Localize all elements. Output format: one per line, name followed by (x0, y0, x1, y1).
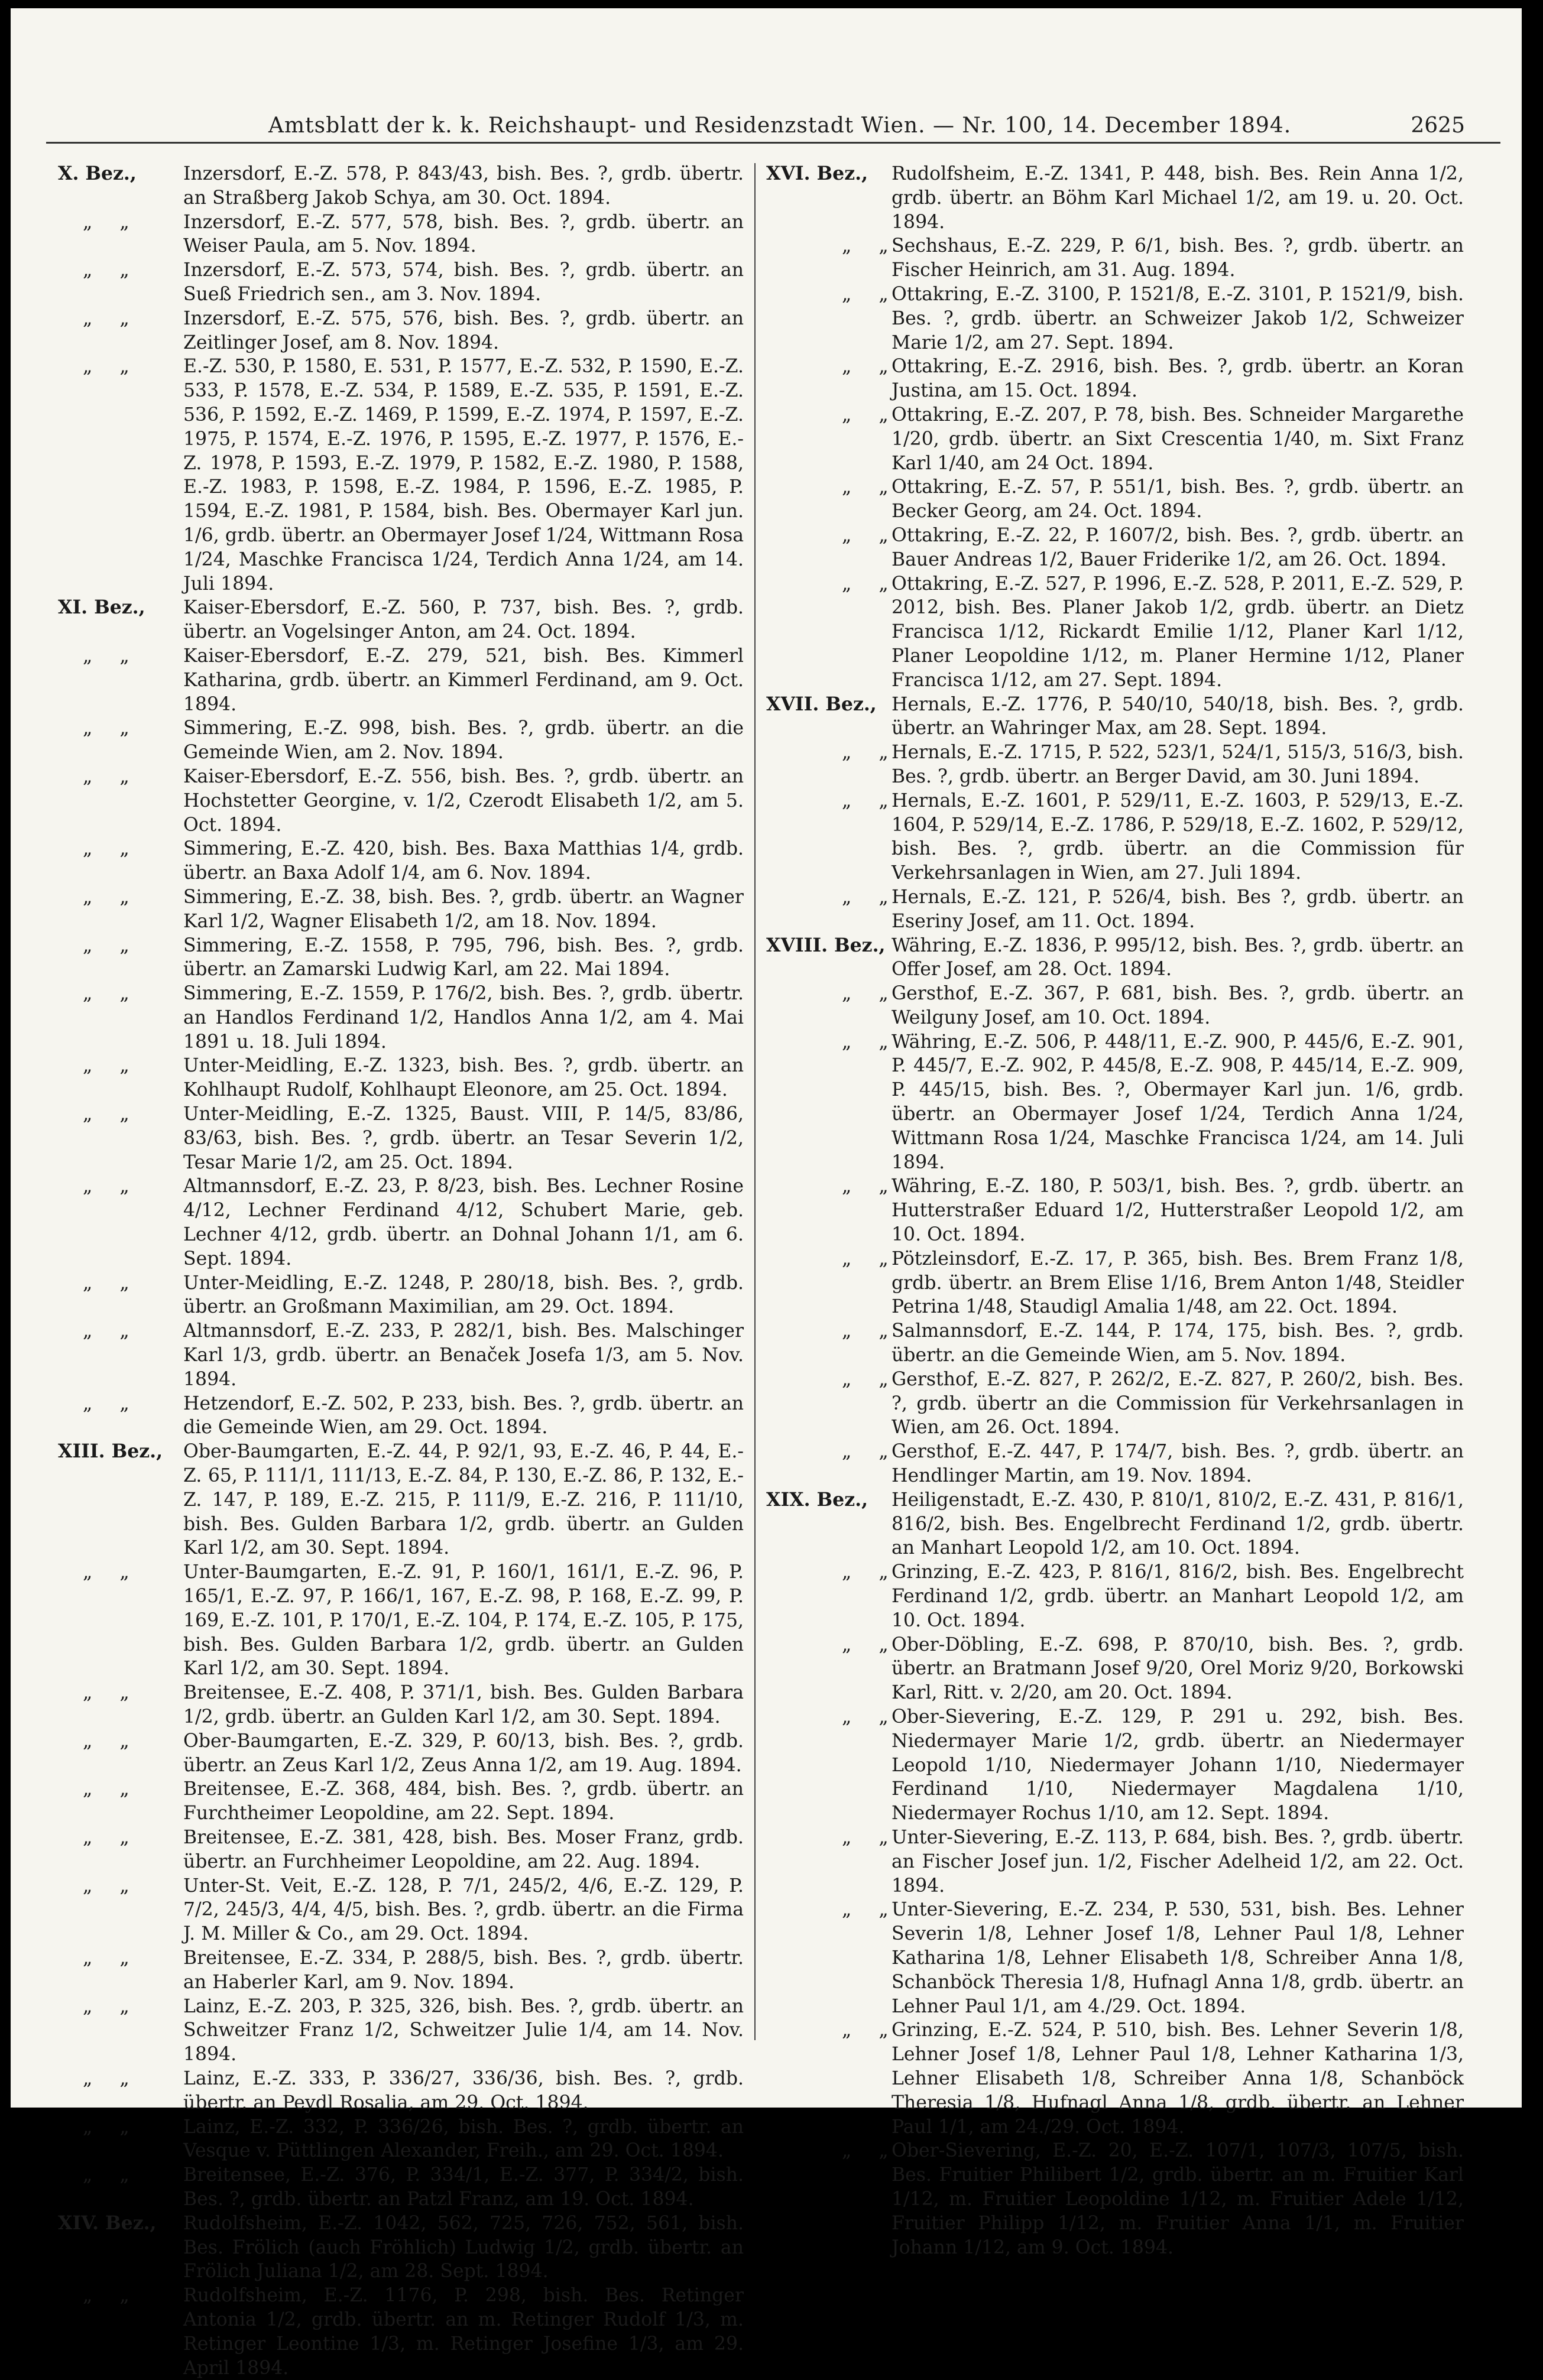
register-entry (766, 1826, 1464, 1898)
entry-text: Hetzendorf, E.-Z. 502, P. 233, bish. Bes. ?, grdb. übertr. an die Gemeinde Wien, am 29. Oct. 1894. (183, 1392, 744, 1439)
entry-text: Heiligenstadt, E.-Z. 430, P. 810/1, 810/2, E.-Z. 431, P. 816/1, 816/2, bish. Bes. Engelbrecht Ferdinand 1/2, grdb. übertr. an Manhart Leopold 1/2, am 10. Oct. 1894. (892, 1489, 1464, 1559)
register-entry (58, 1271, 744, 1320)
register-entry (58, 1874, 744, 1946)
header-rule (46, 142, 1500, 144)
ditto-mark: „ „ (83, 211, 140, 233)
entry-text: Inzersdorf, E.-Z. 575, 576, bish. Bes. ?, grdb. übertr. an Zeitlinger Josef, am 8. Nov. 1894. (183, 307, 744, 353)
ditto-mark: „ „ (842, 1706, 899, 1728)
entry-text: Sechshaus, E.-Z. 229, P. 6/1, bish. Bes. ?, grdb. übertr. an Fischer Heinrich, am 31. Aug. 1894. (892, 235, 1464, 281)
register-entry (766, 1174, 1464, 1246)
register-entry (766, 524, 1464, 572)
register-entry (766, 1319, 1464, 1368)
entry-text: Altmannsdorf, E.-Z. 23, P. 8/23, bish. Bes. Lechner Rosine 4/12, Lechner Ferdinand 4/12, Schubert Marie, geb. Lechner 4/12, grdb. übertr. an Dohnal Johann 1/1, am 6. Sept. 1894. (183, 1176, 744, 1269)
ditto-mark: „ „ (83, 934, 140, 956)
entry-text: Simmering, E.-Z. 38, bish. Bes. ?, grdb. übertr. an Wagner Karl 1/2, Wagner Elisabeth 1/2, am 18. Nov. 1894. (183, 886, 744, 932)
ditto-mark: „ „ (83, 356, 140, 378)
register-entry (58, 716, 744, 765)
district-label: XVII. Bez., (766, 693, 877, 715)
entry-text: Breitensee, E.-Z. 408, P. 371/1, bish. Bes. Gulden Barbara 1/2, grdb. übertr. an Gulden Karl 1/2, am 30. Sept. 1894. (183, 1682, 744, 1728)
register-entry (58, 1174, 744, 1271)
ditto-mark: „ „ (842, 742, 899, 764)
entry-text: Währing, E.-Z. 180, P. 503/1, bish. Bes. ?, grdb. übertr. an Hutterstraßer Eduard 1/2, Hutterstraßer Leopold 1/2, am 10. Oct. 1894. (892, 1176, 1464, 1246)
entry-text: Unter-Sievering, E.-Z. 113, P. 684, bish. Bes. ?, grdb. übertr. an Fischer Josef jun. 1/2, Fischer Adelheid 1/2, am 22. Oct. 1894. (892, 1826, 1464, 1897)
entry-text: Breitensee, E.-Z. 368, 484, bish. Bes. ?, grdb. übertr. an Furchtheimer Leopoldine, am 22. Sept. 1894. (183, 1778, 744, 1824)
ditto-mark: „ „ (842, 1176, 899, 1197)
register-entry (58, 2067, 744, 2115)
register-entry (58, 2212, 744, 2284)
entry-text: Gersthof, E.-Z. 367, P. 681, bish. Bes. ?, grdb. übertr. an Weilguny Josef, am 10. Oct. 1894. (892, 983, 1464, 1028)
ditto-mark: „ „ (842, 1899, 899, 1921)
register-entry (766, 572, 1464, 693)
register-entry (58, 162, 744, 210)
entry-text: Rudolfsheim, E.-Z. 1341, P. 448, bish. Bes. Rein Anna 1/2, grdb. übertr. an Böhm Karl Michael 1/2, am 19. u. 20. Oct. 1894. (892, 163, 1464, 233)
entry-text: Breitensee, E.-Z. 334, P. 288/5, bish. Bes. ?, grdb. übertr. an Haberler Karl, am 9. Nov. 1894. (183, 1947, 744, 1993)
entry-text: Kaiser-Ebersdorf, E.-Z. 556, bish. Bes. ?, grdb. übertr. an Hochstetter Georgine, v. 1/2, Czerodt Elisabeth 1/2, am 5. Oct. 1894. (183, 765, 744, 836)
ditto-mark: „ „ (83, 1682, 140, 1704)
ditto-mark: „ „ (83, 1272, 140, 1294)
entry-text: Währing, E.-Z. 1836, P. 995/12, bish. Bes. ?, grdb. übertr. an Offer Josef, am 28. Oct. 1894. (892, 934, 1464, 980)
entry-text: Simmering, E.-Z. 1558, P. 795, 796, bish. Bes. ?, grdb. übertr. an Zamarski Ludwig Karl, am 22. Mai 1894. (183, 934, 744, 980)
register-entry (766, 1898, 1464, 2018)
district-label: XIX. Bez., (766, 1488, 868, 1511)
register-entry (766, 1488, 1464, 1560)
ditto-mark: „ „ (83, 1561, 140, 1583)
entry-text: Ober-Sievering, E.-Z. 20, E.-Z. 107/1, 107/3, 107/5, bish. Bes. Fruitier Philibert 1/2, grdb. übertr. an m. Fruitier Karl 1/12, m. Fruitier Leopoldine 1/12, m. Fruitier Adele 1/12, Fruitier Philipp 1/12, m. Fruitier Anna 1/1, m. Fruitier Johann 1/12, am 9. Oct. 1894. (892, 2140, 1464, 2258)
ditto-mark: „ „ (83, 2285, 140, 2307)
ditto-mark: „ „ (83, 886, 140, 908)
register-entry (58, 1729, 744, 1778)
ditto-mark: „ „ (83, 2116, 140, 2138)
ditto-mark: „ „ (83, 1995, 140, 2017)
page-number: 2625 (1411, 113, 1465, 138)
register-entry (766, 403, 1464, 475)
entry-text: Kaiser-Ebersdorf, E.-Z. 279, 521, bish. Bes. Kimmerl Katharina, grdb. übertr. an Kimmerl Ferdinand, am 9. Oct. 1894. (183, 645, 744, 715)
ditto-mark: „ „ (842, 1248, 899, 1269)
entry-text: Unter-Baumgarten, E.-Z. 91, P. 160/1, 161/1, E.-Z. 96, P. 165/1, E.-Z. 97, P. 166/1, 167, E.-Z. 98, P. 168, E.-Z. 99, P. 169, E.-Z. 101, P. 170/1, E.-Z. 104, P. 174, E.-Z. 105, P. 175, bish. Bes. Gulden Barbara 1/2, grdb. übertr. an Gulden Karl 1/2, am 30. Sept. 1894. (183, 1561, 744, 1680)
ditto-mark: „ „ (83, 259, 140, 281)
register-entry (58, 2115, 744, 2164)
register-entry (766, 355, 1464, 403)
entry-text: Ottakring, E.-Z. 2916, bish. Bes. ?, grdb. übertr. an Koran Justina, am 15. Oct. 1894. (892, 356, 1464, 402)
register-entry (766, 693, 1464, 741)
ditto-mark: „ „ (83, 1875, 140, 1897)
entry-text: Breitensee, E.-Z. 381, 428, bish. Bes. Moser Franz, grdb. übertr. an Furchheimer Leopoldine, am 22. Aug. 1894. (183, 1826, 744, 1872)
header-title: Amtsblatt der k. k. Reichshaupt- und Residenzstadt Wien. — Nr. 100, 14. December 1894. (268, 113, 1292, 138)
register-entry (58, 1946, 744, 1995)
district-label: XVIII. Bez., (766, 934, 886, 956)
register-entry (58, 1995, 744, 2067)
register-entry (766, 2018, 1464, 2139)
entry-text: Grinzing, E.-Z. 423, P. 816/1, 816/2, bish. Bes. Engelbrecht Ferdinand 1/2, grdb. übertr. an Manhart Leopold 1/2, am 10. Oct. 1894. (892, 1561, 1464, 1631)
ditto-mark: „ „ (842, 1368, 899, 1390)
entry-text: Ottakring, E.-Z. 57, P. 551/1, bish. Bes. ?, grdb. übertr. an Becker Georg, am 24. Oct. 1894. (892, 476, 1464, 522)
entry-text: Unter-Meidling, E.-Z. 1248, P. 280/18, bish. Bes. ?, grdb. übertr. an Großmann Maximilian, am 29. Oct. 1894. (183, 1272, 744, 1318)
entry-text: Unter-Sievering, E.-Z. 234, P. 530, 531, bish. Bes. Lehner Severin 1/8, Lehner Josef 1/8, Lehner Paul 1/8, Lehner Katharina 1/8, Lehner Elisabeth 1/8, Schreiber Anna 1/8, Schanböck Theresia 1/8, Hufnagl Anna 1/8, grdb. übertr. an Lehner Paul 1/1, am 4./29. Oct. 1894. (892, 1899, 1464, 2017)
register-entry (58, 1826, 744, 1874)
page-header (11, 113, 1522, 149)
register-entry (58, 596, 744, 644)
register-entry (766, 1247, 1464, 1319)
ditto-mark: „ „ (842, 886, 899, 908)
entry-text: Ottakring, E.-Z. 3100, P. 1521/8, E.-Z. 3101, P. 1521/9, bish. Bes. ?, grdb. übertr. an Schweizer Jakob 1/2, Schweizer Marie 1/2, am 27. Sept. 1894. (892, 283, 1464, 353)
ditto-mark: „ „ (83, 717, 140, 739)
register-entry (58, 1560, 744, 1681)
ditto-mark: „ „ (842, 356, 899, 378)
register-entry (58, 355, 744, 596)
register-entry (766, 1440, 1464, 1488)
register-entry (766, 1633, 1464, 1705)
register-entry (58, 307, 744, 355)
entry-text: Simmering, E.-Z. 1559, P. 176/2, bish. Bes. ?, grdb. übertr. an Handlos Ferdinand 1/2, Handlos Anna 1/2, am 4. Mai 1891 u. 18. Juli 1894. (183, 983, 744, 1053)
entry-text: Hernals, E.-Z. 1601, P. 529/11, E.-Z. 1603, P. 529/13, E.-Z. 1604, P. 529/14, E.-Z. 1786, P. 529/18, E.-Z. 1602, P. 529/12, bish. Bes. ?, grdb. übertr. an die Commission für Verkehrsanlagen in Wien, am 27. Juli 1894. (892, 790, 1464, 884)
district-label: XI. Bez., (58, 596, 145, 619)
entry-text: Grinzing, E.-Z. 524, P. 510, bish. Bes. Lehner Severin 1/8, Lehner Josef 1/8, Lehner Paul 1/8, Lehner Katharina 1/3, Lehner Elisabeth 1/8, Schreiber Anna 1/8, Schanböck Theresia 1/8, Hufnagl Anna 1/8, grdb. übertr. an Lehner Paul 1/1, am 24./29. Oct. 1894. (892, 2019, 1464, 2138)
district-label: XVI. Bez., (766, 163, 868, 184)
ditto-mark: „ „ (842, 524, 899, 546)
ditto-mark: „ „ (842, 1826, 899, 1848)
entry-text: Simmering, E.-Z. 998, bish. Bes. ?, grdb. übertr. an die Gemeinde Wien, am 2. Nov. 1894. (183, 717, 744, 764)
register-entry (766, 1705, 1464, 1826)
register-entry (766, 1030, 1464, 1175)
entry-text: Simmering, E.-Z. 420, bish. Bes. Baxa Matthias 1/4, grdb. übertr. an Baxa Adolf 1/4, am 6. Nov. 1894. (183, 838, 744, 884)
register-entry (58, 1054, 744, 1102)
entry-text: Unter-Meidling, E.-Z. 1325, Baust. VIII, P. 14/5, 83/86, 83/63, bish. Bes. ?, grdb. übertr. an Tesar Severin 1/2, Tesar Marie 1/2, am 25. Oct. 1894. (183, 1103, 744, 1173)
ditto-mark: „ „ (842, 404, 899, 426)
entry-text: E.-Z. 530, P. 1580, E. 531, P. 1577, E.-Z. 532, P. 1590, E.-Z. 533, P. 1578, E.-Z. 534, P. 1589, E.-Z. 535, P. 1591, E.-Z. 536, P. 1592, E.-Z. 1469, P. 1599, E.-Z. 1974, P. 1597, E.-Z. 1975, P. 1574, E.-Z. 1976, P. 1595, E.-Z. 1977, P. 1576, E.-Z. 1978, P. 1593, E.-Z. 1979, P. 1582, E.-Z. 1980, P. 1588, E.-Z. 1983, P. 1598, E.-Z. 1984, P. 1596, E.-Z. 1985, P. 1594, E.-Z. 1981, P. 1584, bish. Bes. Obermayer Karl jun. 1/6, grdb. übertr. an Obermayer Josef 1/24, Wittmann Rosa 1/24, Maschke Francisca 1/24, Terdich Anna 1/24, am 14. Juli 1894. (183, 356, 744, 595)
entry-text: Altmannsdorf, E.-Z. 233, P. 282/1, bish. Bes. Malschinger Karl 1/3, grdb. übertr. an Benaček Josefa 1/3, am 5. Nov. 1894. (183, 1320, 744, 1390)
entry-text: Ottakring, E.-Z. 22, P. 1607/2, bish. Bes. ?, grdb. übertr. an Bauer Andreas 1/2, Bauer Friderike 1/2, am 26. Oct. 1894. (892, 524, 1464, 570)
register-entry (766, 982, 1464, 1030)
entry-text: Unter-St. Veit, E.-Z. 128, P. 7/1, 245/2, 4/6, E.-Z. 129, P. 7/2, 245/3, 4/4, 4/5, bish. Bes. ?, grdb. übertr. an die Firma J. M. Miller & Co., am 29. Oct. 1894. (183, 1875, 744, 1945)
entry-text: Breitensee, E.-Z. 376, P. 334/1, E.-Z. 377, P. 334/2, bish. Bes. ?, grdb. übertr. an Patzl Franz, am 19. Oct. 1894. (183, 2164, 744, 2210)
entry-text: Inzersdorf, E.-Z. 573, 574, bish. Bes. ?, grdb. übertr. an Sueß Friedrich sen., am 3. Nov. 1894. (183, 259, 744, 305)
ditto-mark: „ „ (83, 765, 140, 787)
register-entry (58, 765, 744, 837)
entry-text: Unter-Meidling, E.-Z. 1323, bish. Bes. ?, grdb. übertr. an Kohlhaupt Rudolf, Kohlhaupt Eleonore, am 25. Oct. 1894. (183, 1055, 744, 1101)
register-entry (58, 644, 744, 716)
ditto-mark: „ „ (842, 983, 899, 1005)
register-entry (58, 1102, 744, 1174)
ditto-mark: „ „ (83, 1826, 140, 1848)
ditto-mark: „ „ (83, 1392, 140, 1414)
district-label: X. Bez., (58, 163, 137, 184)
ditto-mark: „ „ (83, 2067, 140, 2089)
document-page (11, 8, 1522, 2379)
ditto-mark: „ „ (842, 573, 899, 595)
entry-text: Inzersdorf, E.-Z. 577, 578, bish. Bes. ?, grdb. übertr. an Weiser Paula, am 5. Nov. 1894. (183, 211, 744, 257)
ditto-mark: „ „ (842, 1320, 899, 1342)
ditto-mark: „ „ (842, 476, 899, 498)
register-entry (766, 789, 1464, 885)
column-divider (754, 163, 756, 2040)
ditto-mark: „ „ (842, 790, 899, 811)
entry-text: Hernals, E.-Z. 121, P. 526/4, bish. Bes ?, grdb. übertr. an Eseriny Josef, am 11. Oct. 1894. (892, 886, 1464, 932)
entry-text: Kaiser-Ebersdorf, E.-Z. 560, P. 737, bish. Bes. ?, grdb. übertr. an Vogelsinger Anton, am 24. Oct. 1894. (183, 597, 744, 643)
register-entry (58, 1777, 744, 1826)
ditto-mark: „ „ (83, 307, 140, 329)
district-label: XIII. Bez., (58, 1440, 163, 1463)
entry-text: Rudolfsheim, E.-Z. 1176, P. 298, bish. Bes. Retinger Antonia 1/2, grdb. übertr. an m. Retinger Rudolf 1/3, m. Retinger Leontine 1/3, m. Retinger Josefine 1/3, am 29. April 1894. (183, 2285, 744, 2379)
ditto-mark: „ „ (83, 645, 140, 667)
ditto-mark: „ „ (83, 1055, 140, 1077)
ditto-mark: „ „ (83, 838, 140, 860)
entry-text: Inzersdorf, E.-Z. 578, P. 843/43, bish. Bes. ?, grdb. übertr. an Straßberg Jakob Schya, am 30. Oct. 1894. (183, 163, 744, 209)
district-label: XIV. Bez., (58, 2212, 157, 2234)
entry-text: Rudolfsheim, E.-Z. 1042, 562, 725, 726, 752, 561, bish. Bes. Frölich (auch Fröhlich) Ludwig 1/2, grdb. übertr. an Frölich Juliana 1/2, am 28. Sept. 1894. (183, 2212, 744, 2282)
register-entry (766, 1560, 1464, 1632)
entry-text: Salmannsdorf, E.-Z. 144, P. 174, 175, bish. Bes. ?, grdb. übertr. an die Gemeinde Wien, am 5. Nov. 1894. (892, 1320, 1464, 1366)
entry-text: Hernals, E.-Z. 1776, P. 540/10, 540/18, bish. Bes. ?, grdb. übertr. an Wahringer Max, am 28. Sept. 1894. (892, 693, 1464, 739)
register-entry (58, 2163, 744, 2212)
register-entry (58, 210, 744, 259)
ditto-mark: „ „ (842, 235, 899, 257)
ditto-mark: „ „ (83, 1778, 140, 1800)
register-entry (58, 934, 744, 982)
column-right (766, 162, 1464, 2258)
ditto-mark: „ „ (842, 1634, 899, 1655)
ditto-mark: „ „ (83, 1103, 140, 1125)
register-entry (766, 283, 1464, 355)
ditto-mark: „ „ (842, 1561, 899, 1583)
entry-text: Pötzleinsdorf, E.-Z. 17, P. 365, bish. Bes. Brem Franz 1/8, grdb. übertr. an Brem Elise 1/16, Brem Anton 1/48, Steidler Petrina 1/48, Staudigl Amalia 1/48, am 22. Oct. 1894. (892, 1248, 1464, 1318)
register-entry (58, 885, 744, 934)
ditto-mark: „ „ (842, 283, 899, 305)
ditto-mark: „ „ (842, 2019, 899, 2041)
register-entry (766, 1368, 1464, 1440)
register-entry (766, 885, 1464, 934)
entry-text: Gersthof, E.-Z. 447, P. 174/7, bish. Bes. ?, grdb. übertr. an Hendlinger Martin, am 19. Nov. 1894. (892, 1441, 1464, 1487)
entry-text: Ottakring, E.-Z. 527, P. 1996, E.-Z. 528, P. 2011, E.-Z. 529, P. 2012, bish. Bes. Planer Jakob 1/2, grdb. übertr. an Dietz Francisca 1/12, Rickardt Emilie 1/12, Planer Karl 1/12, Planer Leopoldine 1/12, m. Planer Hermine 1/12, Planer Francisca 1/12, am 27. Sept. 1894. (892, 573, 1464, 691)
register-entry (766, 234, 1464, 283)
register-entry (58, 258, 744, 307)
entry-text: Ober-Baumgarten, E.-Z. 329, P. 60/13, bish. Bes. ?, grdb. übertr. an Zeus Karl 1/2, Zeus Anna 1/2, am 19. Aug. 1894. (183, 1730, 744, 1776)
register-entry (58, 982, 744, 1054)
entry-text: Ottakring, E.-Z. 207, P. 78, bish. Bes. Schneider Margarethe 1/20, grdb. übertr. an Sixt Crescentia 1/40, m. Sixt Franz Karl 1/40, am 24 Oct. 1894. (892, 404, 1464, 474)
ditto-mark: „ „ (83, 1947, 140, 1969)
ditto-mark: „ „ (83, 2164, 140, 2186)
ditto-mark: „ „ (842, 2140, 899, 2162)
ditto-mark: „ „ (83, 1176, 140, 1197)
entry-text: Ober-Döbling, E.-Z. 698, P. 870/10, bish. Bes. ?, grdb. übertr. an Bratmann Josef 9/20, Orel Moriz 9/20, Borkowski Karl, Ritt. v. 2/20, am 20. Oct. 1894. (892, 1634, 1464, 1704)
register-entry (766, 2139, 1464, 2259)
register-entry (766, 934, 1464, 982)
entry-text: Hernals, E.-Z. 1715, P. 522, 523/1, 524/1, 515/3, 516/3, bish. Bes. ?, grdb. übertr. an Berger David, am 30. Juni 1894. (892, 742, 1464, 787)
register-entry (766, 475, 1464, 524)
register-entry (58, 1440, 744, 1560)
register-entry (58, 2284, 744, 2380)
column-left (58, 162, 744, 2379)
ditto-mark: „ „ (842, 1441, 899, 1463)
entry-text: Lainz, E.-Z. 333, P. 336/27, 336/36, bish. Bes. ?, grdb. übertr. an Peydl Rosalia, am 29. Oct. 1894. (183, 2067, 744, 2113)
entry-text: Ober-Baumgarten, E.-Z. 44, P. 92/1, 93, E.-Z. 46, P. 44, E.-Z. 65, P. 111/1, 111/13, E.-Z. 84, P. 130, E.-Z. 86, P. 132, E.-Z. 147, P. 189, E.-Z. 215, P. 111/9, E.-Z. 216, P. 111/10, bish. Bes. Gulden Barbara 1/2, grdb. übertr. an Gulden Karl 1/2, am 30. Sept. 1894. (183, 1441, 744, 1559)
register-entry (58, 837, 744, 885)
ditto-mark: „ „ (83, 1730, 140, 1752)
entry-text: Währing, E.-Z. 506, P. 448/11, E.-Z. 900, P. 445/6, E.-Z. 901, P. 445/7, E.-Z. 902, P. 445/8, E.-Z. 908, P. 445/14, E.-Z. 909, P. 445/15, bish. Bes. ?, Obermayer Karl jun. 1/6, grdb. übertr. an Obermayer Josef 1/24, Terdich Anna 1/24, Wittmann Rosa 1/24, Maschke Francisca 1/24, am 14. Juli 1894. (892, 1031, 1464, 1173)
register-entry (58, 1681, 744, 1729)
ditto-mark: „ „ (842, 1031, 899, 1053)
register-entry (58, 1319, 744, 1391)
entry-text: Gersthof, E.-Z. 827, P. 262/2, E.-Z. 827, P. 260/2, bish. Bes. ?, grdb. übertr an die Commission für Verkehrsanlagen in Wien, am 26. Oct. 1894. (892, 1368, 1464, 1439)
entry-text: Lainz, E.-Z. 332, P. 336/26, bish. Bes. ?, grdb. übertr. an Vesque v. Püttlingen Alexander, Freih., am 29. Oct. 1894. (183, 2116, 744, 2162)
entry-text: Lainz, E.-Z. 203, P. 325, 326, bish. Bes. ?, grdb. übertr. an Schweitzer Franz 1/2, Schweitzer Julie 1/4, am 14. Nov. 1894. (183, 1995, 744, 2066)
register-entry (766, 162, 1464, 234)
entry-text: Ober-Sievering, E.-Z. 129, P. 291 u. 292, bish. Bes. Niedermayer Marie 1/2, grdb. übertr. an Niedermayer Leopold 1/10, Niedermayer Johann 1/10, Niedermayer Ferdinand 1/10, Niedermayer Magdalena 1/10, Niedermayer Rochus 1/10, am 12. Sept. 1894. (892, 1706, 1464, 1824)
register-entry (58, 1392, 744, 1440)
ditto-mark: „ „ (83, 1320, 140, 1342)
ditto-mark: „ „ (83, 983, 140, 1005)
register-entry (766, 741, 1464, 789)
